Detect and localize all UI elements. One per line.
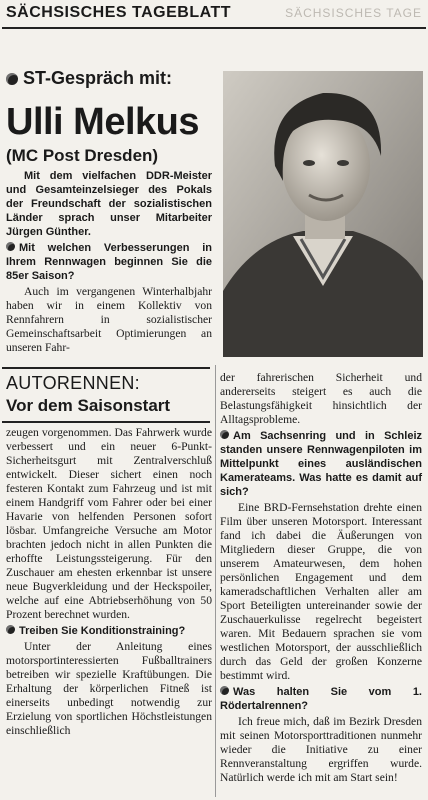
- question-2: Treiben Sie Konditionstraining?: [6, 624, 212, 638]
- question-1: Mit welchen Verbesserungen in Ihrem Rennwagen beginnen Sie die 85er Saison?: [6, 242, 212, 282]
- newspaper-name: SÄCHSISCHES TAGEBLATT: [6, 4, 232, 21]
- bullet-icon: [220, 430, 229, 439]
- masthead-bleed-through: SÄCHSISCHES TAGE: [285, 6, 422, 20]
- intro-paragraph: Mit dem vielfachen DDR-Meister und Gesamteinzelsieger des Pokals der Freundschaft der sozialistischen Länder sprach unser Mitarbeiter Jürgen Günther.: [6, 170, 212, 238]
- interview-headline: Ulli Melkus: [6, 101, 199, 143]
- bullet-icon: [6, 73, 18, 85]
- question-4: Was halten Sie vom 1. Rödertalrennen?: [220, 686, 422, 712]
- answer-4: Ich freue mich, daß im Bezirk Dresden mit seinen Motorsporttraditionen nunmehr wieder die Initiative zu einer Rennveranstaltung ergriffen wurde. Natürlich werde ich mit am Start sein!: [220, 715, 422, 784]
- question-3: Am Sachsenring und in Schleiz standen unsere Rennwagenpiloten im Mittelpunkt eines ausländischen Kamerateams. Was hatte es damit auf sich?: [220, 430, 422, 498]
- bullet-icon: [220, 686, 229, 695]
- answer-2-continued: der fahrerischen Sicherheit und andererseits steigert es auch die Belastungsfähigkeit hinsichtlich der Alltagsprobleme.: [220, 371, 422, 426]
- right-column: [220, 371, 422, 785]
- answer-3: Eine BRD-Fernsehstation drehte einen Film über unseren Motorsport. Interessant fand ich dabei die Äußerungen von Mitgliedern dieser Gruppe, die von unserem Amateurwesen, dem hohen persönlichen Engagement und dem kameradschaftlichen Verhalten aller am Sport Beteiligten untereinander sowie der Zuschauerkulisse regelrecht begeistert waren. Mit Bedauern sprachen sie vom westlichen Motorsport, der ausschließlich durch das Geld der großen Konzerne bestimmt wird.: [220, 501, 422, 682]
- club-name: (MC Post Dresden): [6, 146, 159, 165]
- portrait-photo: [223, 71, 423, 357]
- section-subtitle: Vor dem Saisonstart: [6, 396, 171, 415]
- interview-kicker: [6, 68, 172, 89]
- interview-column-top: [6, 169, 212, 355]
- column-divider: [215, 365, 216, 797]
- answer-1-continued: zeugen vorgenommen. Das Fahrwerk wurde verbessert und ein neuer 6-Punkt-Sicherheitsgurt mit Zentralverschluß entwickelt. Dieser sichert einen noch festeren Kontakt zum Fahrzeug und ist mit einem Handgriff vom Fahrer oder bei einer Havarie von helfenden Personen sofort lösbar. Umfangreiche Versuche am Motor brachten jedoch nicht in allen Punkten die erhoffte Leistungssteigerung. Für den Zuschauer am ehesten erkennbar ist unsere neue Bugverkleidung und der Heckspoiler, welche auf eine Abtriebserhöhung von 50 Prozent berechnet wurden.: [6, 426, 212, 621]
- left-column: [6, 426, 212, 738]
- answer-1: Auch im vergangenen Winterhalbjahr haben wir in einem Kollektiv von Rennfahrern in sozialistischer Gemeinschaftsarbeit Optimierungen an unseren Fahr-: [6, 285, 212, 354]
- masthead: [2, 1, 426, 29]
- section-title: AUTORENNEN:: [6, 373, 140, 393]
- section-box: [2, 367, 210, 423]
- bullet-icon: [6, 242, 15, 251]
- kicker-text: ST-Gespräch mit:: [23, 68, 173, 88]
- answer-2: Unter der Anleitung eines motorsportinteressierten Fußballtrainers betreiben wir spezielle Kraftübungen. Die Erhaltung der körperlichen Fitneß ist einerseits unbedingt notwendig zur Erzielung von sportlichen Höchstleistungen einschließlich: [6, 640, 212, 737]
- bullet-icon: [6, 625, 15, 634]
